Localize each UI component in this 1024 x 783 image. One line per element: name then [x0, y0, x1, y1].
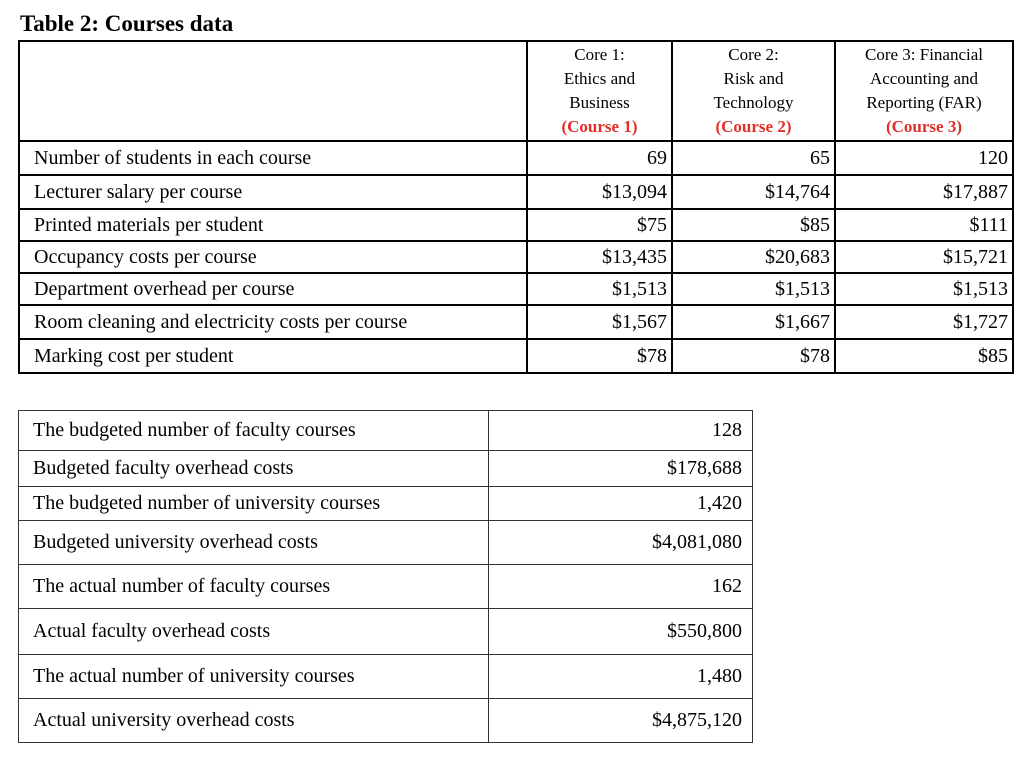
cell-course-3: $85 — [835, 339, 1013, 373]
cell-course-1: 69 — [527, 141, 672, 175]
table-row — [19, 565, 753, 609]
cell-course-3: $15,721 — [835, 241, 1013, 273]
cell-course-3: $17,887 — [835, 175, 1013, 209]
header-course-1-line-3: Business — [569, 93, 630, 112]
row-label: Actual faculty overhead costs — [19, 609, 489, 655]
header-course-3-line-2: Accounting and — [869, 69, 979, 88]
table-row — [19, 305, 1013, 339]
row-label: Printed materials per student — [19, 209, 527, 241]
table-row — [19, 175, 1013, 209]
row-label: Budgeted university overhead costs — [19, 521, 489, 565]
row-label: Marking cost per student — [19, 339, 527, 373]
row-label: The budgeted number of university courses — [19, 487, 489, 521]
table-row — [19, 241, 1013, 273]
header-course-3 — [835, 41, 1013, 141]
cell-course-2: $14,764 — [672, 175, 835, 209]
header-course-2-line-2: Risk and — [723, 69, 784, 88]
cell-course-1: $13,435 — [527, 241, 672, 273]
row-value: 128 — [489, 411, 753, 451]
cell-course-3: 120 — [835, 141, 1013, 175]
cell-course-1: $13,094 — [527, 175, 672, 209]
cell-course-1: $1,513 — [527, 273, 672, 305]
header-course-2 — [672, 41, 835, 141]
header-course-2-tag: (Course 2) — [715, 117, 792, 136]
table-row — [19, 487, 753, 521]
cell-course-2: $78 — [672, 339, 835, 373]
cell-course-3: $111 — [835, 209, 1013, 241]
table-row — [19, 451, 753, 487]
row-label: Lecturer salary per course — [19, 175, 527, 209]
header-course-1 — [527, 41, 672, 141]
table-row — [19, 411, 753, 451]
table-row — [19, 609, 753, 655]
row-value: $4,875,120 — [489, 699, 753, 743]
table-title: Table 2: Courses data — [20, 11, 234, 36]
table-row — [19, 209, 1013, 241]
row-label: Number of students in each course — [19, 141, 527, 175]
header-course-1-tag: (Course 1) — [561, 117, 638, 136]
row-label: Department overhead per course — [19, 273, 527, 305]
header-course-1-line-1: Core 1: — [574, 45, 625, 64]
cell-course-3: $1,727 — [835, 305, 1013, 339]
header-course-2-line-3: Technology — [713, 93, 794, 112]
courses-header-row — [19, 41, 1013, 141]
header-course-1-line-2: Ethics and — [563, 69, 636, 88]
row-value: 162 — [489, 565, 753, 609]
row-label: Actual university overhead costs — [19, 699, 489, 743]
table-row — [19, 273, 1013, 305]
cell-course-3: $1,513 — [835, 273, 1013, 305]
row-label: The actual number of university courses — [19, 655, 489, 699]
table-row — [19, 655, 753, 699]
header-course-2-line-1: Core 2: — [728, 45, 779, 64]
header-course-3-line-3: Reporting (FAR) — [866, 93, 982, 112]
row-value: $4,081,080 — [489, 521, 753, 565]
cell-course-2: $1,513 — [672, 273, 835, 305]
cell-course-1: $75 — [527, 209, 672, 241]
row-label: Room cleaning and electricity costs per course — [19, 305, 527, 339]
table-row — [19, 521, 753, 565]
cell-course-2: $20,683 — [672, 241, 835, 273]
row-value: 1,480 — [489, 655, 753, 699]
header-course-3-tag: (Course 3) — [885, 117, 962, 136]
cell-course-2: $1,667 — [672, 305, 835, 339]
cell-course-2: 65 — [672, 141, 835, 175]
header-empty-cell — [19, 41, 527, 141]
row-label: The budgeted number of faculty courses — [19, 411, 489, 451]
overhead-data-table — [18, 410, 753, 743]
row-label: Budgeted faculty overhead costs — [19, 451, 489, 487]
courses-data-table — [18, 40, 1014, 374]
row-value: 1,420 — [489, 487, 753, 521]
header-course-3-line-1: Core 3: Financial — [864, 45, 984, 64]
row-value: $178,688 — [489, 451, 753, 487]
cell-course-1: $78 — [527, 339, 672, 373]
cell-course-2: $85 — [672, 209, 835, 241]
row-value: $550,800 — [489, 609, 753, 655]
table-row — [19, 699, 753, 743]
table-row — [19, 141, 1013, 175]
row-label: Occupancy costs per course — [19, 241, 527, 273]
table-row — [19, 339, 1013, 373]
cell-course-1: $1,567 — [527, 305, 672, 339]
row-label: The actual number of faculty courses — [19, 565, 489, 609]
